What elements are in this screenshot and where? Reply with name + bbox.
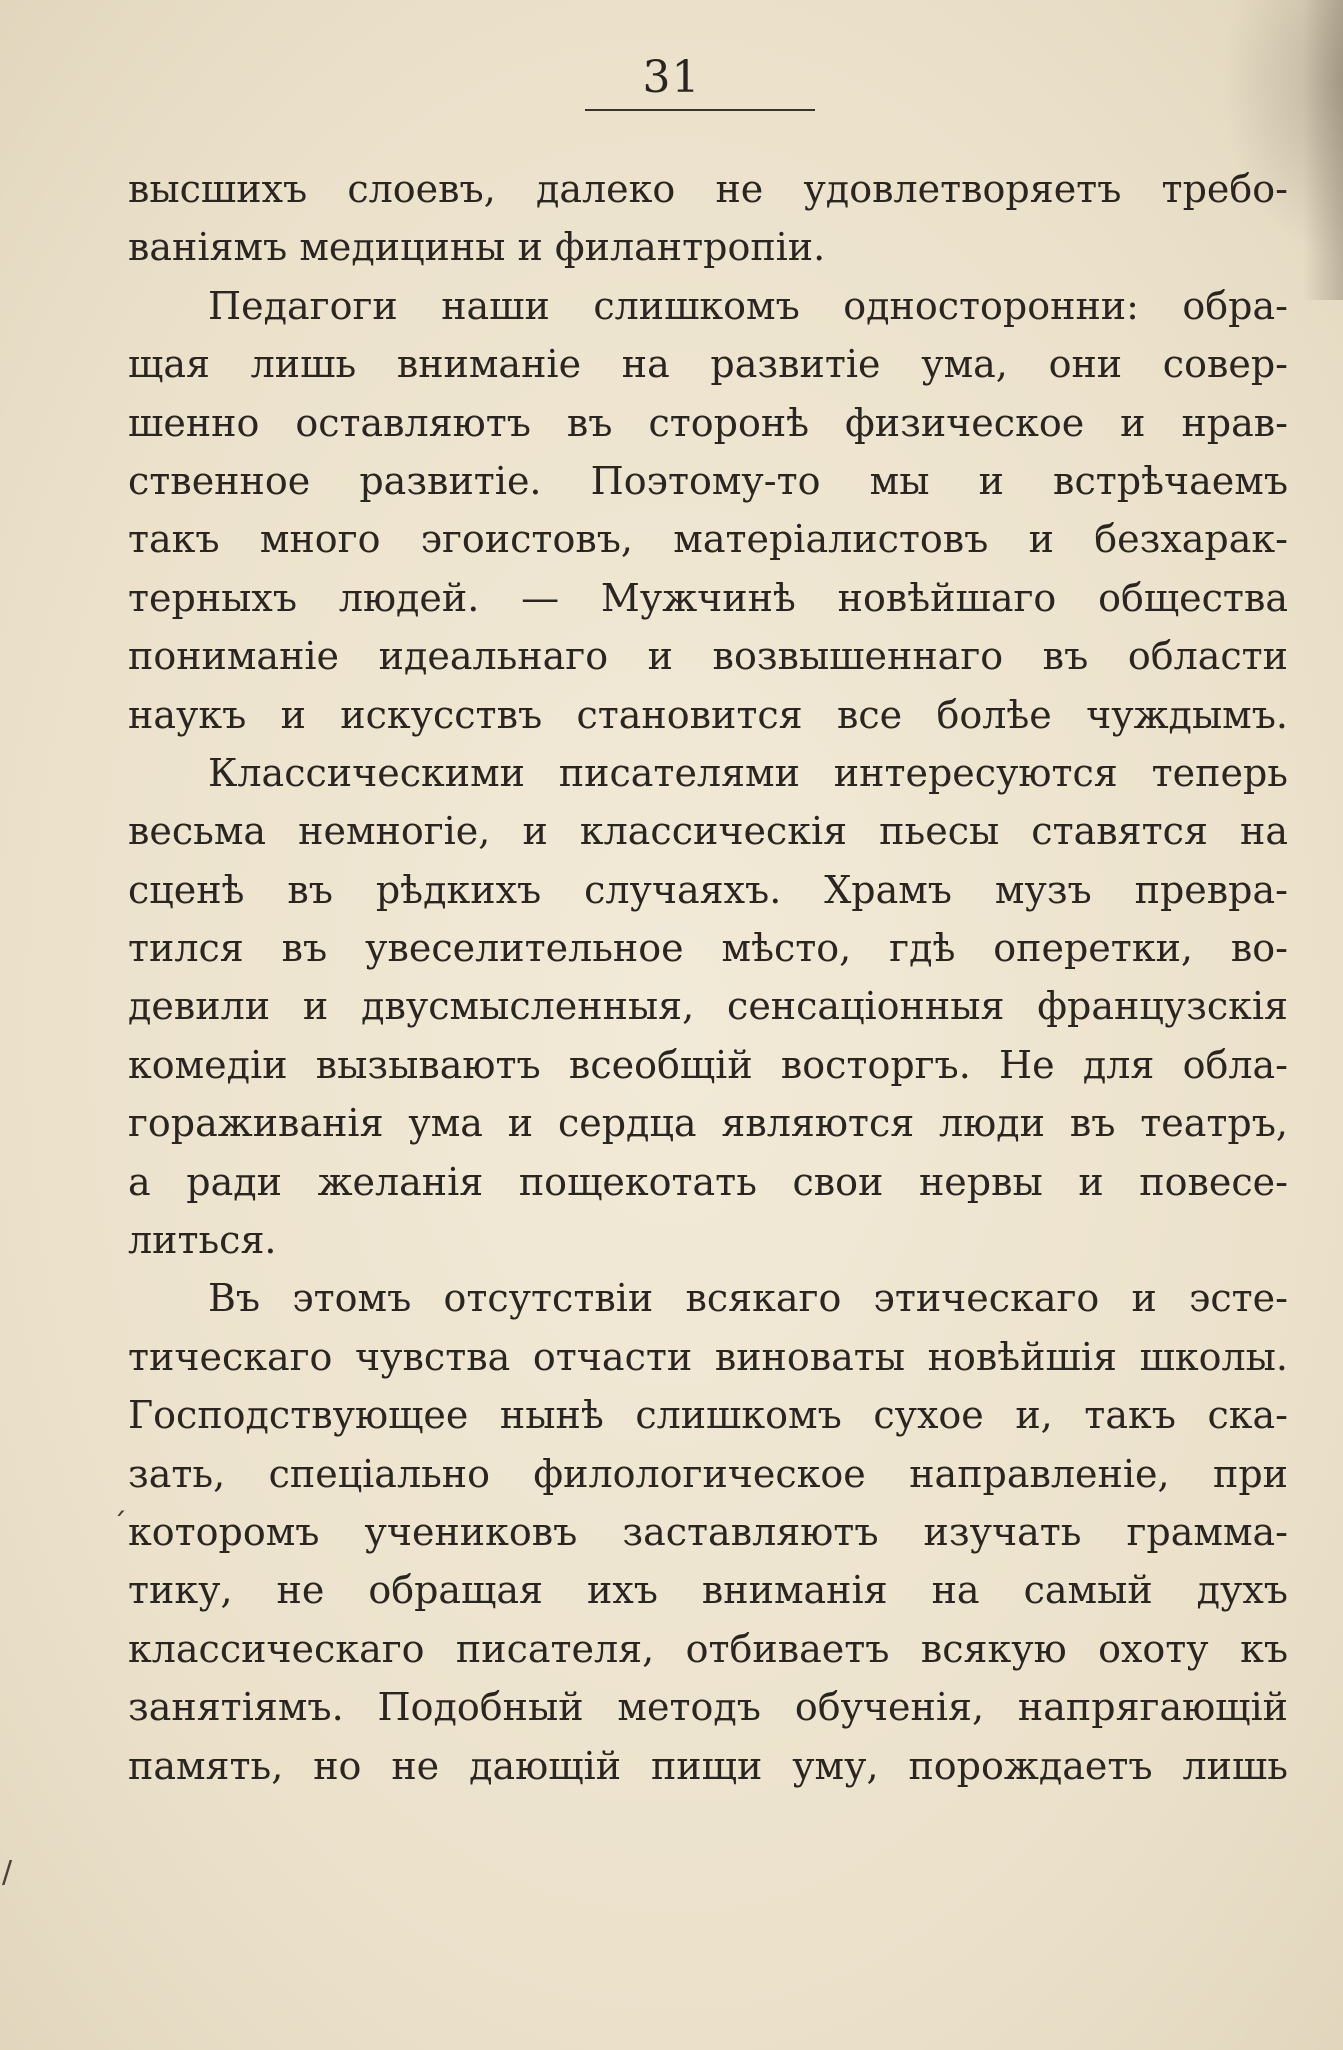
pencil-mark: / <box>2 1855 13 1890</box>
page-number: 31 <box>642 52 701 103</box>
header-rule <box>585 109 815 111</box>
text-line: комедiи вызываютъ всеобщiй восторгъ. Не для обла- <box>128 1042 1288 1087</box>
text-line: щая лишь вниманiе на развитiе ума, они совер- <box>128 342 1288 387</box>
text-line: ванiямъ медицины и филантропiи. <box>128 225 826 270</box>
text-line: память, но не дающiй пищи уму, порождаетъ лишь <box>128 1743 1288 1788</box>
text-line: шенно оставляютъ въ сторонѣ физическое и нрав- <box>128 400 1288 445</box>
text-line: зать, спецiально филологическое направленiе, при <box>128 1451 1288 1496</box>
text-line: девили и двусмысленныя, сенсацiонныя французскiя <box>128 984 1288 1029</box>
text-line: Педагоги наши слишкомъ односторонни: обра- <box>208 283 1288 328</box>
text-line: классическаго писателя, отбиваетъ всякую охоту къ <box>128 1626 1288 1671</box>
body-text <box>128 160 1288 1795</box>
text-line: сценѣ въ рѣдкихъ случаяхъ. Храмъ музъ превра- <box>128 867 1288 912</box>
text-line: Въ этомъ отсутствiи всякаго этическаго и эсте- <box>208 1276 1288 1321</box>
text-line: а ради желанiя пощекотать свои нервы и повесе- <box>128 1159 1288 1204</box>
text-line: литься. <box>128 1218 277 1263</box>
text-line: занятiямъ. Подобный методъ обученiя, напрягающiй <box>128 1685 1288 1730</box>
text-line: высшихъ слоевъ, далеко не удовлетворяетъ требо- <box>128 167 1288 211</box>
text-line: такъ много эгоистовъ, матерiалистовъ и безхарак- <box>128 517 1288 562</box>
text-line: пониманiе идеальнаго и возвышеннаго въ области <box>128 634 1288 679</box>
text-line: наукъ и искусствъ становится все болѣе чуждымъ. <box>128 692 1288 737</box>
page-edge-shadow <box>1303 0 1343 300</box>
text-line: тику, не обращая ихъ вниманiя на самый духъ <box>128 1568 1288 1613</box>
text-line: весьма немногiе, и классическiя пьесы ставятся на <box>128 809 1288 854</box>
text-line: тическаго чувства отчасти виноваты новѣйшiя школы. <box>128 1334 1288 1379</box>
pencil-mark: ˏ <box>112 1482 127 1517</box>
text-line: Господствующее нынѣ слишкомъ сухое и, такъ ска- <box>128 1393 1288 1438</box>
text-line: терныхъ людей. — Мужчинѣ новѣйшаго общества <box>128 575 1288 620</box>
text-line: которомъ учениковъ заставляютъ изучать грамма- <box>128 1509 1288 1554</box>
text-line: гораживанiя ума и сердца являются люди въ театръ, <box>128 1101 1288 1146</box>
text-line: ственное развитiе. Поэтому-то мы и встрѣчаемъ <box>128 458 1288 503</box>
text-line: Классическими писателями интересуются теперь <box>208 750 1288 795</box>
text-line: тился въ увеселительное мѣсто, гдѣ оперетки, во- <box>128 926 1288 971</box>
